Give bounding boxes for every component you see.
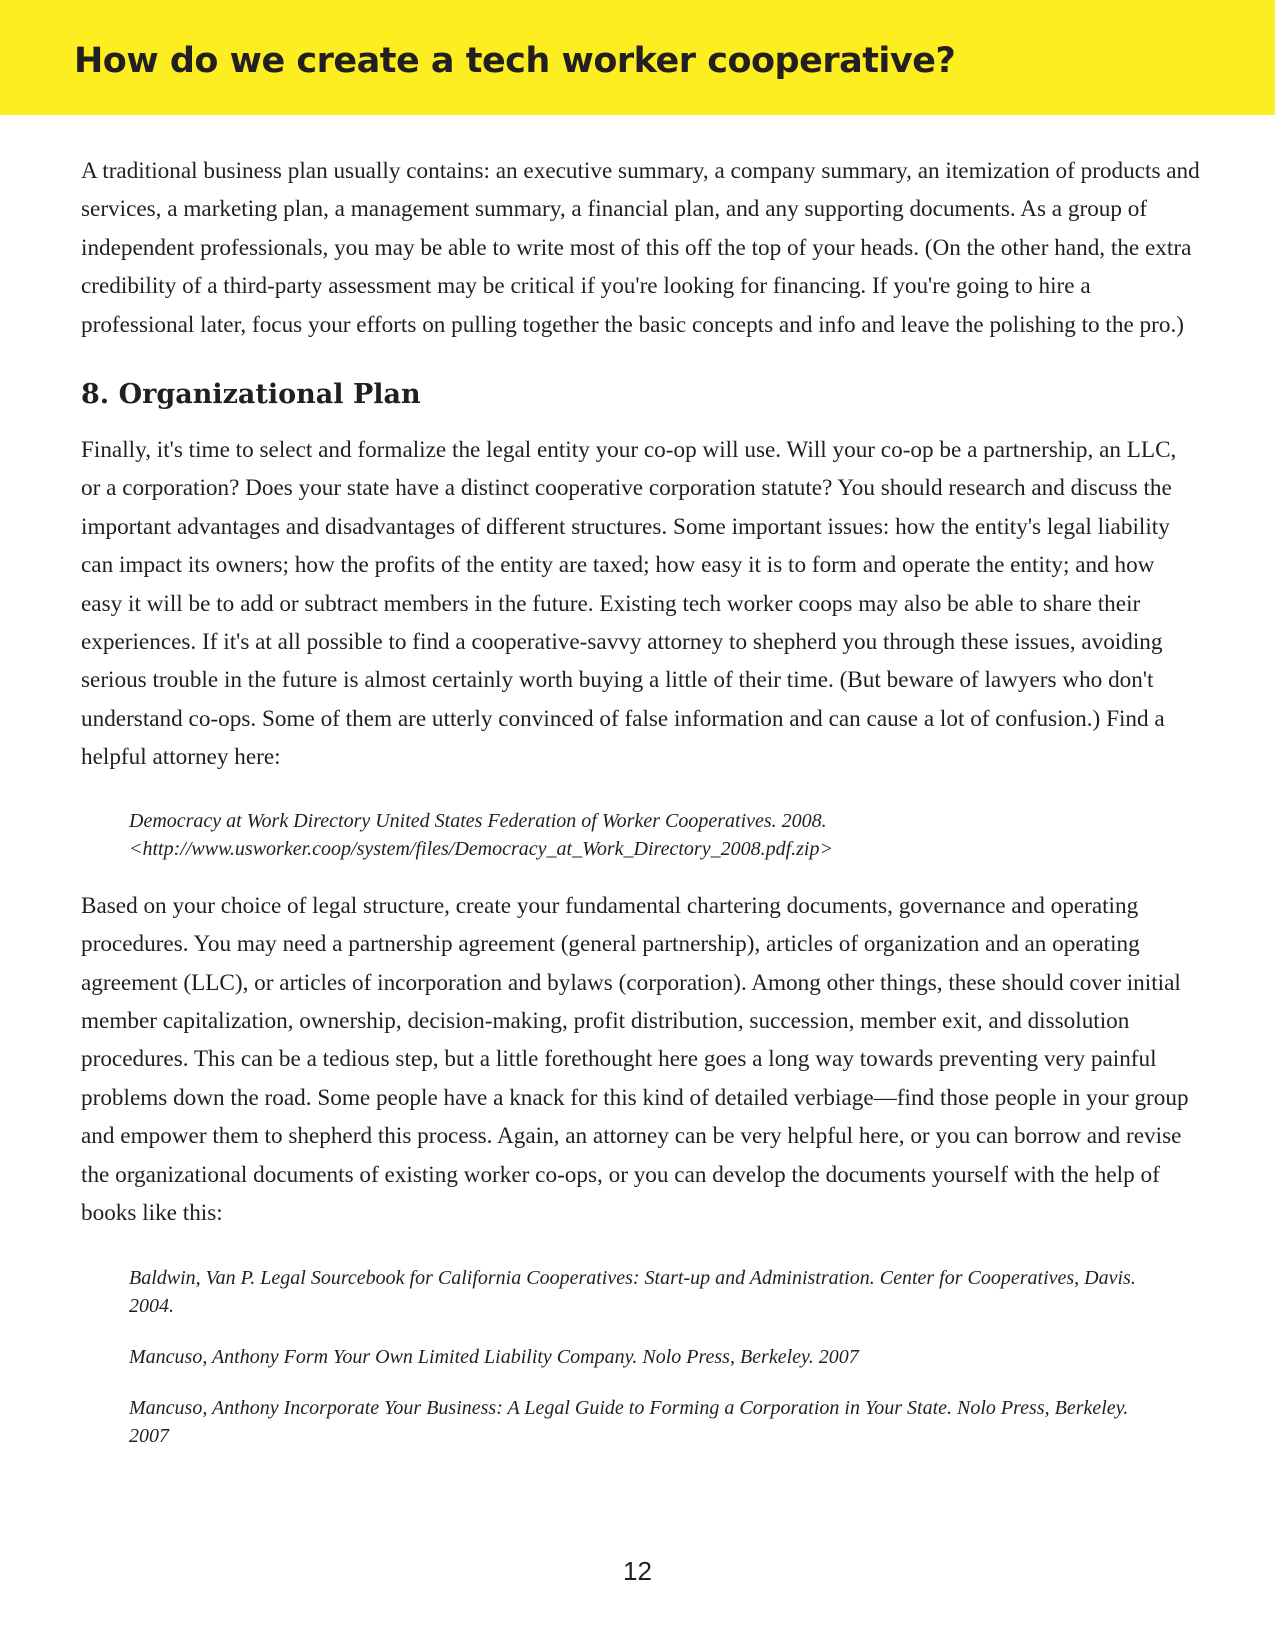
page-number: 12 (623, 1556, 652, 1586)
citation-mancuso-corp: Mancuso, Anthony Incorporate Your Business: A Legal Guide to Forming a Corporation in Your State. Nolo Press, Berkeley. 2007 (129, 1397, 1129, 1448)
citation-baldwin: Baldwin, Van P. Legal Sourcebook for California Cooperatives: Start-up and Administration. Center for Cooperatives, Davis. 2004. (129, 1267, 1136, 1318)
page-title: How do we create a tech worker cooperative? (74, 41, 956, 81)
paragraph-organizational-plan: Finally, it's time to select and formalize the legal entity your co-op will use. Will your co-op be a partnership, an LLC, or a corporation? Does your state have a distinct cooperative corporation statute? You should research and discuss the important advantages and disadvantages of different structures. Some important issues: how the entity's legal liability can impact its owners; how the profits of the entity are taxed; how easy it is to form and operate the entity; and how easy it will be to add or subtract members in the future. Existing tech worker coops may also be able to share their experiences. If it's at all possible to find a cooperative-savvy attorney to shepherd you through these issues, avoiding serious trouble in the future is almost certainly worth buying a little of their time. (But beware of lawyers who don't understand co-ops. Some of them are utterly convinced of false information and can cause a lot of confusion.) Find a helpful attorney here: (81, 437, 1177, 771)
main-content (81, 152, 1201, 1450)
citation-group-books (81, 1264, 1169, 1450)
section-heading: 8. Organizational Plan (81, 379, 421, 411)
paragraph-business-plan: A traditional business plan usually contains: an executive summary, a company summary, an itemization of products and services, a marketing plan, a management summary, a financial plan, and any supporting documents. As a group of independent professionals, you may be able to write most of this off the top of your heads. (On the other hand, the extra credibility of a third-party assessment may be critical if you're looking for financing. If you're going to hire a professional later, focus your efforts on pulling together the basic concepts and info and leave the polishing to the pro.) (81, 158, 1200, 338)
citation-mancuso-llc: Mancuso, Anthony Form Your Own Limited Liability Company. Nolo Press, Berkeley. 2007 (129, 1346, 859, 1369)
citation-democracy-at-work: Democracy at Work Directory United States Federation of Worker Cooperatives. 2008. <http://www.usworker.coop/system/files/Democracy_at_Work_Directory_2008.pdf.zip> (129, 809, 833, 860)
paragraph-legal-structure: Based on your choice of legal structure, create your fundamental chartering documents, governance and operating procedures. You may need a partnership agreement (general partnership), articles of organization and an operating agreement (LLC), or articles of incorporation and bylaws (corporation). Among other things, these should cover initial member capitalization, ownership, decision-making, profit distribution, succession, member exit, and dissolution procedures. This can be a tedious step, but a little forethought here goes a long way towards preventing very painful problems down the road. Some people have a knack for this kind of detailed verbiage—find those people in your group and empower them to shepherd this process. Again, an attorney can be very helpful here, or you can borrow and revise the organizational documents of existing worker co-ops, or you can develop the documents yourself with the help of books like this: (81, 892, 1189, 1226)
header-bar (0, 0, 1275, 115)
citation-group-attorney (81, 807, 1169, 863)
